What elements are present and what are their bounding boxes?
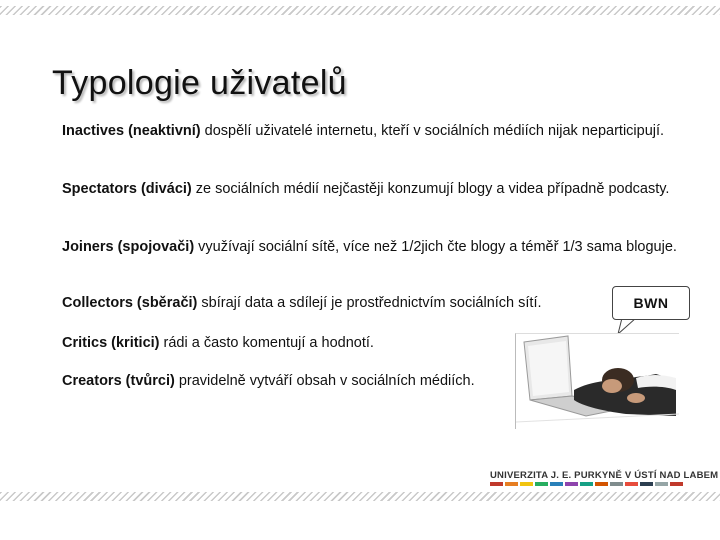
logo-color-bar [595, 482, 608, 486]
item-term: Inactives (neaktivní) [62, 123, 201, 139]
item-text: rádi a často komentují a hodnotí. [159, 335, 374, 351]
list-item-collectors [62, 294, 602, 313]
item-term: Critics (kritici) [62, 335, 160, 351]
logo-color-bar [580, 482, 593, 486]
logo-color-bar [610, 482, 623, 486]
list-item-joiners [62, 238, 687, 257]
logo-color-bar [535, 482, 548, 486]
list-item-creators [62, 372, 532, 391]
item-text: využívají sociální sítě, více než 1/2jich čte blogy a téměř 1/3 sama bloguje. [194, 239, 677, 255]
list-item-critics [62, 334, 492, 353]
logo-color-bar [550, 482, 563, 486]
speech-bubble-label: BWN [633, 295, 669, 311]
item-text: ze sociálních médií nejčastěji konzumují blogy a videa případně podcasty. [191, 181, 670, 197]
university-logo [490, 470, 719, 510]
logo-color-bar [625, 482, 638, 486]
item-text: sbírají data a sdílejí je prostřednictvím sociálních sítí. [197, 295, 542, 311]
item-term: Creators (tvůrci) [62, 373, 175, 389]
item-term: Collectors (sběrači) [62, 295, 198, 311]
logo-color-bar [520, 482, 533, 486]
item-term: Joiners (spojovači) [62, 239, 195, 255]
list-item-inactives [62, 122, 687, 141]
university-logo-color-bars [490, 482, 683, 486]
item-text: pravidelně vytváří obsah v sociálních médiích. [174, 373, 475, 389]
top-decorative-stripe [0, 6, 720, 15]
slide-title: Typologie uživatelů [52, 64, 347, 102]
item-text: dospělí uživatelé internetu, kteří v sociálních médiích nijak neparticipují. [200, 123, 665, 139]
university-logo-text: UNIVERZITA J. E. PURKYNĚ V ÚSTÍ NAD LABEM [490, 470, 719, 481]
tired-man-illustration [516, 334, 679, 429]
list-item-spectators [62, 180, 687, 199]
item-term: Spectators (diváci) [62, 181, 192, 197]
logo-color-bar [640, 482, 653, 486]
logo-color-bar [670, 482, 683, 486]
logo-color-bar [655, 482, 668, 486]
tired-man-laptop-image [515, 333, 679, 429]
logo-color-bar [505, 482, 518, 486]
logo-color-bar [490, 482, 503, 486]
logo-color-bar [565, 482, 578, 486]
speech-bubble [612, 286, 690, 320]
